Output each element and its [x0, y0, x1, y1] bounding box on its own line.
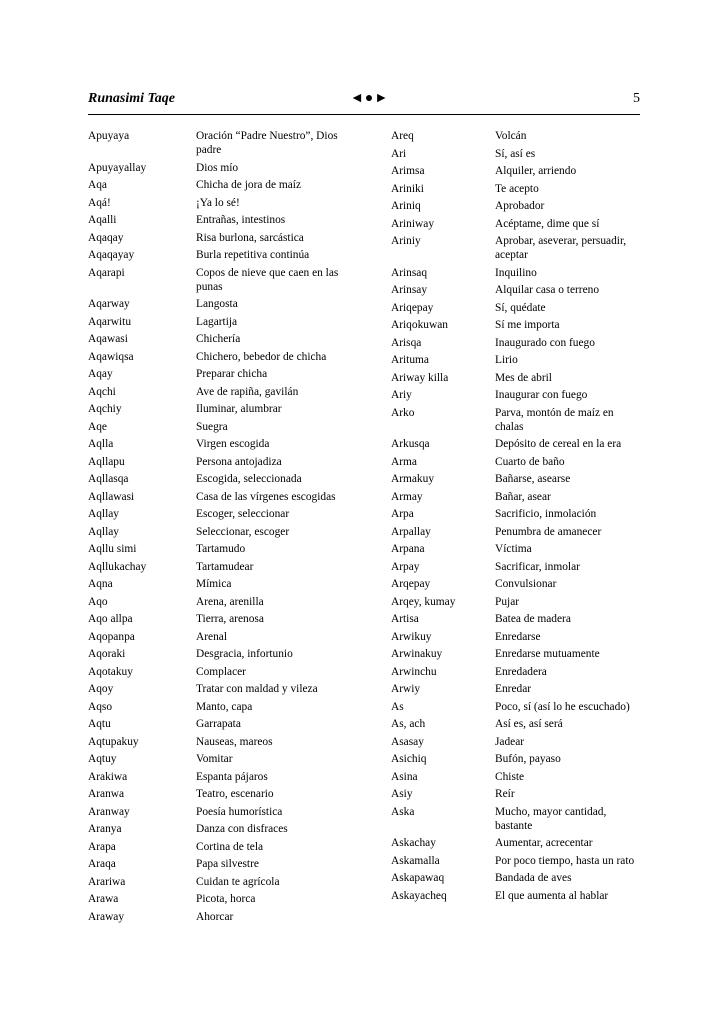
- glossary-entry: [88, 857, 348, 871]
- entry-term: Asiy: [391, 788, 413, 800]
- entry-definition: Bufón, payaso: [495, 753, 561, 765]
- glossary-entry: [88, 315, 348, 329]
- entry-term: Aqllasqa: [88, 473, 129, 485]
- entry-definition: Manto, capa: [196, 700, 253, 713]
- entry-term: Arqey, kumay: [391, 595, 456, 608]
- entry-definition: Nauseas, mareos: [196, 735, 273, 748]
- entry-definition: Acéptame, dime que sí: [495, 217, 600, 230]
- entry-definition: Mucho, mayor cantidad, bastante: [495, 805, 607, 832]
- glossary-entry: [391, 266, 641, 280]
- entry-definition: Tartamudo: [196, 543, 246, 555]
- glossary-entry: [88, 507, 348, 521]
- entry-definition: Sí, quédate: [495, 301, 546, 314]
- entry-definition: Convulsionar: [495, 578, 557, 590]
- entry-term: Aqay: [88, 368, 113, 380]
- entry-term: Aqchi: [88, 385, 116, 398]
- glossary-entry: [391, 437, 641, 451]
- entry-term: Areq: [391, 130, 414, 142]
- glossary-entry: [391, 854, 641, 868]
- entry-term: Arinsaq: [391, 266, 428, 279]
- entry-term: Askamalla: [391, 854, 440, 867]
- entry-definition: Casa de las vírgenes escogidas: [196, 490, 336, 503]
- entry-definition: Penumbra de amanecer: [495, 525, 602, 538]
- entry-term: Apuyaya: [88, 130, 130, 142]
- entry-term: Aqopanpa: [88, 630, 135, 643]
- glossary-entry: [88, 822, 348, 836]
- entry-term: Aqo: [88, 595, 108, 608]
- glossary-entry: [391, 577, 641, 591]
- glossary-entry: [391, 665, 641, 679]
- entry-definition: Chicha de jora de maíz: [196, 179, 302, 191]
- glossary-entry: [391, 301, 641, 315]
- glossary-entry: [88, 787, 348, 801]
- glossary-column-right: [391, 129, 641, 906]
- glossary-entry: [88, 560, 348, 574]
- entry-term: Arwinchu: [391, 665, 437, 678]
- entry-definition: Complacer: [196, 665, 246, 678]
- glossary-entry: [88, 350, 348, 364]
- entry-term: Aqarway: [88, 298, 130, 310]
- entry-definition: Aprobador: [495, 200, 545, 212]
- entry-definition: Sí, así es: [495, 147, 536, 160]
- page-header: [88, 91, 640, 111]
- entry-term: Aqa: [88, 179, 107, 191]
- entry-term: Askapawaq: [391, 872, 445, 884]
- entry-definition: Arena, arenilla: [196, 595, 264, 608]
- entry-term: Arwinakuy: [391, 648, 443, 660]
- entry-definition: Bandada de aves: [495, 872, 572, 884]
- entry-definition: Ave de rapiña, gavilán: [196, 385, 299, 398]
- entry-definition: Poesía humorística: [196, 805, 283, 818]
- entry-term: Arqepay: [391, 578, 431, 590]
- entry-term: Aqllu simi: [88, 543, 137, 555]
- entry-term: Ariway killa: [391, 371, 449, 384]
- entry-term: Ariqepay: [391, 301, 434, 314]
- entry-definition: Suegra: [196, 420, 228, 433]
- glossary-entry: [88, 735, 348, 749]
- entry-term: Ariniki: [391, 182, 424, 195]
- entry-term: Aqotakuy: [88, 665, 133, 678]
- entry-term: Asichiq: [391, 753, 427, 765]
- entry-definition: Cortina de tela: [196, 840, 264, 853]
- entry-term: Ariniy: [391, 235, 421, 247]
- entry-definition: Sacrificar, inmolar: [495, 560, 580, 573]
- glossary-entry: [391, 770, 641, 784]
- entry-definition: Copos de nieve que caen en las punas: [196, 266, 339, 293]
- entry-term: Arinsay: [391, 284, 428, 296]
- entry-term: Aqllukachay: [88, 560, 147, 573]
- glossary-entry: [391, 717, 641, 731]
- entry-term: Ariqokuwan: [391, 319, 448, 331]
- entry-term: Arma: [391, 455, 417, 468]
- glossary-entry: [88, 805, 348, 819]
- entry-term: Aqaqayay: [88, 249, 135, 261]
- entry-term: Armakuy: [391, 473, 435, 485]
- entry-term: Arwikuy: [391, 630, 432, 643]
- entry-definition: Oración “Padre Nuestro”, Dios padre: [196, 130, 338, 156]
- header-divider: [88, 114, 640, 115]
- glossary-entry: [88, 665, 348, 679]
- entry-definition: Alquiler, arriendo: [495, 165, 577, 177]
- glossary-entry: [391, 353, 641, 367]
- glossary-entry: [88, 612, 348, 626]
- entry-term: Aqtuy: [88, 753, 117, 765]
- glossary-entry: [391, 507, 641, 521]
- glossary-entry: [88, 129, 348, 157]
- entry-definition: Chichería: [196, 333, 241, 345]
- entry-term: Arimsa: [391, 165, 425, 177]
- glossary-entry: [391, 455, 641, 469]
- entry-term: Ari: [391, 147, 407, 160]
- entry-definition: Chichero, bebedor de chicha: [196, 350, 327, 363]
- entry-definition: Vomitar: [196, 753, 233, 765]
- glossary-entry: [88, 297, 348, 311]
- entry-term: Aqllay: [88, 525, 120, 538]
- glossary-entry: [391, 735, 641, 749]
- entry-definition: Sí me importa: [495, 319, 560, 331]
- entry-term: Apuyayallay: [88, 161, 147, 174]
- entry-term: As: [391, 700, 404, 713]
- glossary-entry: [391, 164, 641, 178]
- glossary-entry: [88, 717, 348, 731]
- glossary-entry: [391, 336, 641, 350]
- glossary-entry: [391, 129, 641, 143]
- glossary-entry: [88, 490, 348, 504]
- glossary-entry: [88, 595, 348, 609]
- entry-definition: ¡Ya lo sé!: [196, 196, 240, 209]
- entry-definition: Víctima: [495, 543, 532, 555]
- entry-definition: Tartamudear: [196, 560, 254, 573]
- glossary-entry: [391, 147, 641, 161]
- entry-term: Aqawiqsa: [88, 350, 134, 363]
- glossary-entry: [88, 910, 348, 924]
- entry-term: Aranway: [88, 805, 130, 818]
- entry-definition: Picota, horca: [196, 893, 256, 905]
- glossary-entry: [88, 752, 348, 766]
- entry-term: Aqá!: [88, 196, 111, 209]
- entry-definition: Aumentar, acrecentar: [495, 837, 593, 849]
- glossary-entry: [391, 182, 641, 196]
- entry-term: Asina: [391, 770, 418, 783]
- entry-definition: Depósito de cereal en la era: [495, 438, 622, 450]
- entry-term: Arpay: [391, 560, 420, 573]
- entry-term: Aqllawasi: [88, 490, 135, 503]
- glossary-entry: [391, 388, 641, 402]
- glossary-entry: [88, 385, 348, 399]
- entry-term: Araway: [88, 910, 125, 923]
- entry-definition: Mímica: [196, 578, 232, 590]
- entry-definition: Langosta: [196, 298, 238, 310]
- entry-term: Aqo allpa: [88, 613, 133, 625]
- glossary-entry: [88, 472, 348, 486]
- glossary-entry: [391, 612, 641, 626]
- glossary-entry: [88, 248, 348, 262]
- glossary-entry: [88, 682, 348, 696]
- entry-definition: Tratar con maldad y vileza: [196, 683, 318, 695]
- glossary-entry: [391, 889, 641, 903]
- entry-definition: Virgen escogida: [196, 438, 270, 450]
- glossary-entry: [88, 402, 348, 416]
- glossary-entry: [391, 752, 641, 766]
- entry-definition: Reír: [495, 788, 515, 800]
- entry-definition: Volcán: [495, 130, 527, 142]
- entry-term: Aska: [391, 805, 415, 818]
- entry-term: Arko: [391, 406, 415, 419]
- entry-definition: Persona antojadiza: [196, 455, 282, 468]
- entry-definition: Te acepto: [495, 182, 539, 195]
- glossary-entry: [391, 318, 641, 332]
- entry-definition: Enredarse: [495, 630, 541, 643]
- entry-term: Arariwa: [88, 875, 126, 888]
- entry-definition: Batea de madera: [495, 613, 571, 625]
- entry-term: As, ach: [391, 718, 426, 730]
- entry-term: Aqarwitu: [88, 315, 132, 328]
- entry-definition: Enredadera: [495, 665, 547, 678]
- entry-term: Aqlla: [88, 438, 114, 450]
- entry-definition: Papa silvestre: [196, 858, 259, 870]
- entry-term: Aqllay: [88, 508, 120, 520]
- entry-term: Arapa: [88, 840, 116, 853]
- glossary-entry: [88, 542, 348, 556]
- entry-term: Arwiy: [391, 683, 421, 695]
- glossary-entry: [88, 700, 348, 714]
- entry-definition: Cuarto de baño: [495, 455, 565, 468]
- entry-definition: Teatro, escenario: [196, 788, 274, 800]
- entry-definition: Danza con disfraces: [196, 823, 288, 835]
- entry-definition: Entrañas, intestinos: [196, 214, 286, 226]
- entry-definition: Aprobar, aseverar, persuadir, aceptar: [495, 235, 627, 261]
- entry-term: Aqso: [88, 700, 113, 713]
- glossary-entry: [88, 231, 348, 245]
- entry-definition: Dios mío: [196, 161, 239, 174]
- glossary-entry: [88, 840, 348, 854]
- page-number: 5: [633, 91, 640, 106]
- glossary-entry: [391, 199, 641, 213]
- entry-term: Arituma: [391, 354, 429, 366]
- entry-term: Aqawasi: [88, 333, 128, 345]
- entry-definition: Escoger, seleccionar: [196, 508, 290, 520]
- entry-definition: Inaugurado con fuego: [495, 336, 595, 349]
- glossary-entry: [391, 283, 641, 297]
- entry-definition: Chiste: [495, 770, 525, 783]
- entry-definition: Desgracia, infortunio: [196, 648, 293, 660]
- entry-term: Askayacheq: [391, 889, 447, 902]
- entry-definition: Bañarse, asearse: [495, 473, 571, 485]
- glossary-entry: [88, 213, 348, 227]
- entry-definition: Tierra, arenosa: [196, 613, 264, 625]
- entry-term: Artisa: [391, 613, 419, 625]
- glossary-entry: [88, 577, 348, 591]
- entry-definition: Enredarse mutuamente: [495, 648, 600, 660]
- glossary-entry: [88, 525, 348, 539]
- entry-term: Armay: [391, 490, 423, 503]
- glossary-column-left: [88, 129, 348, 927]
- document-title: Runasimi Taqe: [88, 91, 176, 106]
- glossary-entry: [88, 647, 348, 661]
- entry-term: Aqarapi: [88, 266, 125, 279]
- glossary-entry: [88, 770, 348, 784]
- entry-definition: Parva, montón de maíz en chalas: [495, 406, 614, 433]
- entry-term: Aqe: [88, 420, 107, 433]
- entry-definition: Preparar chicha: [196, 368, 268, 380]
- entry-term: Aqalli: [88, 214, 117, 226]
- entry-definition: Burla repetitiva continúa: [196, 249, 310, 261]
- entry-term: Arakiwa: [88, 770, 128, 783]
- page-navigation-arrows[interactable]: ◄●►: [350, 91, 390, 106]
- entry-term: Aqtupakuy: [88, 735, 139, 748]
- entry-term: Aqoy: [88, 683, 114, 695]
- entry-definition: Enredar: [495, 683, 532, 695]
- glossary-entry: [391, 836, 641, 850]
- entry-definition: Jadear: [495, 735, 525, 748]
- entry-definition: Por poco tiempo, hasta un rato: [495, 854, 635, 867]
- entry-term: Araqa: [88, 858, 116, 870]
- glossary-entry: [391, 371, 641, 385]
- glossary-entry: [88, 630, 348, 644]
- glossary-entry: [391, 406, 641, 434]
- entry-term: Askachay: [391, 837, 436, 849]
- glossary-entry: [391, 787, 641, 801]
- entry-term: Aqaqay: [88, 231, 124, 244]
- entry-definition: Inquilino: [495, 266, 537, 279]
- entry-definition: El que aumenta al hablar: [495, 889, 609, 902]
- entry-definition: Pujar: [495, 595, 520, 608]
- glossary-entry: [88, 892, 348, 906]
- glossary-entry: [88, 420, 348, 434]
- entry-term: Aranya: [88, 823, 122, 835]
- entry-definition: Iluminar, alumbrar: [196, 403, 282, 415]
- entry-definition: Ahorcar: [196, 910, 234, 923]
- entry-term: Aqoraki: [88, 648, 126, 660]
- glossary-entry: [391, 542, 641, 556]
- entry-definition: Inaugurar con fuego: [495, 389, 588, 401]
- entry-term: Arawa: [88, 893, 119, 905]
- entry-term: Arpallay: [391, 525, 431, 538]
- glossary-entry: [88, 196, 348, 210]
- glossary-entry: [88, 161, 348, 175]
- entry-definition: Lagartija: [196, 315, 238, 328]
- glossary-entry: [88, 437, 348, 451]
- glossary-entry: [391, 647, 641, 661]
- entry-term: Ariniway: [391, 217, 435, 230]
- glossary-entry: [88, 455, 348, 469]
- entry-definition: Poco, sí (así lo he escuchado): [495, 700, 630, 713]
- glossary-entry: [88, 178, 348, 192]
- entry-term: Ariniq: [391, 200, 421, 212]
- entry-term: Arkusqa: [391, 438, 430, 450]
- glossary-entry: [88, 875, 348, 889]
- entry-definition: Mes de abril: [495, 371, 552, 384]
- glossary-entry: [391, 682, 641, 696]
- entry-definition: Risa burlona, sarcástica: [196, 231, 304, 244]
- entry-definition: Garrapata: [196, 718, 241, 730]
- entry-term: Ariy: [391, 389, 412, 401]
- entry-definition: Bañar, asear: [495, 490, 551, 503]
- entry-term: Arpana: [391, 543, 425, 555]
- entry-term: Arisqa: [391, 336, 422, 349]
- glossary-entry: [88, 332, 348, 346]
- entry-definition: Lirio: [495, 354, 518, 366]
- entry-term: Aqna: [88, 578, 113, 590]
- entry-definition: Alquilar casa o terreno: [495, 284, 600, 296]
- entry-definition: Seleccionar, escoger: [196, 525, 290, 538]
- glossary-entry: [391, 472, 641, 486]
- glossary-entry: [88, 367, 348, 381]
- entry-term: Aranwa: [88, 788, 125, 800]
- entry-definition: Arenal: [196, 630, 227, 643]
- entry-term: Aqtu: [88, 718, 111, 730]
- entry-term: Aqllapu: [88, 455, 125, 468]
- glossary-entry: [391, 595, 641, 609]
- entry-term: Arpa: [391, 508, 414, 520]
- glossary-entry: [391, 217, 641, 231]
- entry-definition: Escogida, seleccionada: [196, 473, 302, 485]
- entry-definition: Cuidan te agrícola: [196, 875, 280, 888]
- entry-definition: Espanta pájaros: [196, 770, 268, 783]
- entry-definition: Así es, así será: [495, 718, 563, 730]
- glossary-entry: [391, 805, 641, 833]
- entry-term: Asasay: [391, 735, 424, 748]
- glossary-entry: [88, 266, 348, 294]
- glossary-entry: [391, 560, 641, 574]
- glossary-entry: [391, 630, 641, 644]
- glossary-entry: [391, 700, 641, 714]
- glossary-entry: [391, 525, 641, 539]
- entry-term: Aqchiy: [88, 403, 122, 415]
- glossary-entry: [391, 234, 641, 262]
- entry-definition: Sacrificio, inmolación: [495, 508, 597, 520]
- glossary-entry: [391, 871, 641, 885]
- glossary-entry: [391, 490, 641, 504]
